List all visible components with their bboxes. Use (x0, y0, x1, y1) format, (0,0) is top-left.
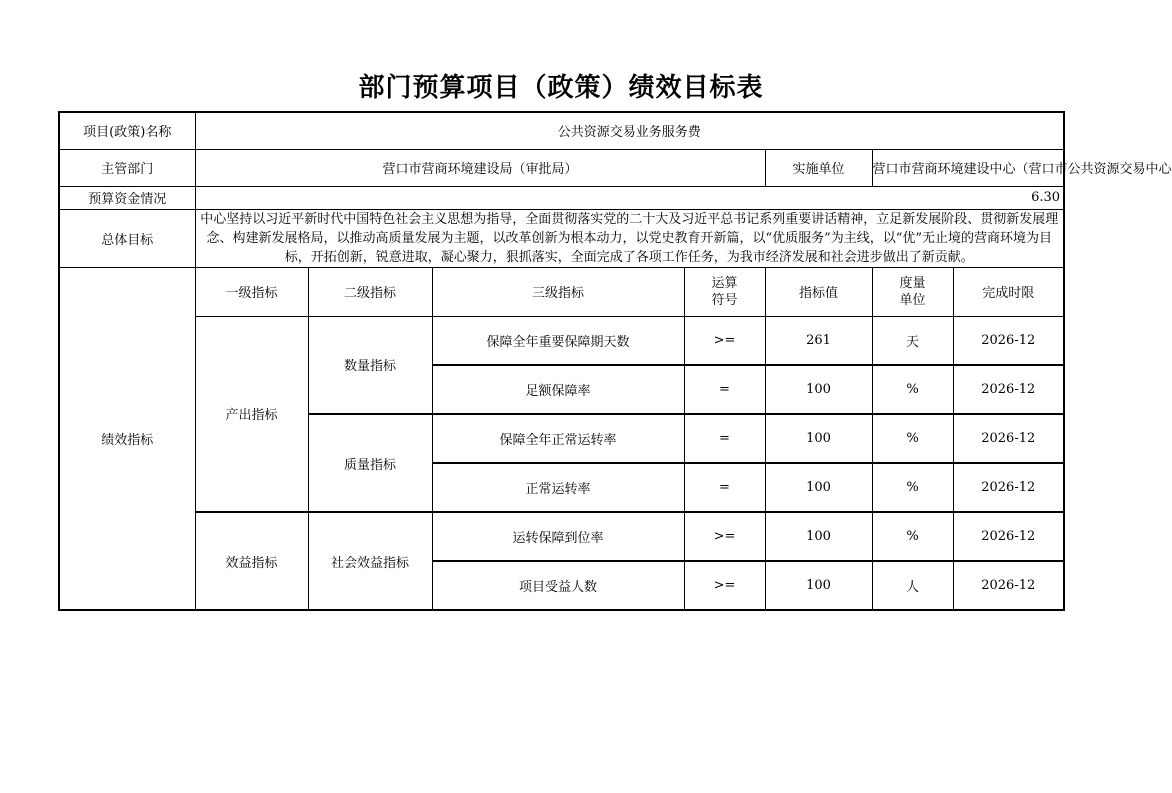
operator-cell: >= (684, 561, 765, 610)
value-cell: 100 (765, 463, 872, 512)
unit-cell: 天 (872, 316, 953, 365)
overall-goal-label: 总体目标 (59, 209, 195, 267)
deadline-cell: 2026-12 (953, 316, 1064, 365)
deadline-cell: 2026-12 (953, 561, 1064, 610)
value-cell: 261 (765, 316, 872, 365)
operator-cell: >= (684, 512, 765, 561)
implementing-unit-label: 实施单位 (765, 149, 872, 186)
value-cell: 100 (765, 414, 872, 463)
level3-cell: 正常运转率 (432, 463, 684, 512)
level2-quality: 质量指标 (308, 414, 432, 512)
overall-goal-row (59, 209, 1064, 267)
project-name-value: 公共资源交易业务服务费 (195, 112, 1064, 149)
operator-cell: = (684, 463, 765, 512)
deadline-cell: 2026-12 (953, 414, 1064, 463)
header-unit (872, 267, 953, 316)
level3-cell: 项目受益人数 (432, 561, 684, 610)
header-value: 指标值 (765, 267, 872, 316)
project-name-row (59, 112, 1064, 149)
operator-cell: = (684, 414, 765, 463)
value-cell: 100 (765, 365, 872, 414)
table-row (59, 316, 1064, 365)
metrics-header-row (59, 267, 1064, 316)
unit-cell: % (872, 414, 953, 463)
value-cell: 100 (765, 561, 872, 610)
level3-cell: 保障全年重要保障期天数 (432, 316, 684, 365)
level1-output: 产出指标 (195, 316, 308, 512)
level3-cell: 运转保障到位率 (432, 512, 684, 561)
unit-cell: 人 (872, 561, 953, 610)
performance-metrics-label: 绩效指标 (59, 267, 195, 610)
level1-benefit: 效益指标 (195, 512, 308, 610)
unit-cell: % (872, 463, 953, 512)
department-label: 主管部门 (59, 149, 195, 186)
header-level2: 二级指标 (308, 267, 432, 316)
deadline-cell: 2026-12 (953, 512, 1064, 561)
operator-cell: >= (684, 316, 765, 365)
project-name-label: 项目(政策)名称 (59, 112, 195, 149)
header-level1: 一级指标 (195, 267, 308, 316)
overall-goal-text: 中心坚持以习近平新时代中国特色社会主义思想为指导，全面贯彻落实党的二十大及习近平总书记系列重要讲话精神，立足新发展阶段、贯彻新发展理念、构建新发展格局，以推动高质量发展为主题，以改革创新为根本动力，以党史教育开新篇，以“优质服务”为主线，以“优”无止境的营商环境为目标，开拓创新，锐意进取，凝心聚力，狠抓落实，全面完成了各项工作任务，为我市经济发展和社会进步做出了新贡献。 (195, 209, 1064, 267)
performance-target-table (58, 111, 1172, 611)
budget-label: 预算资金情况 (59, 186, 195, 209)
department-row (59, 149, 1064, 186)
level3-cell: 保障全年正常运转率 (432, 414, 684, 463)
header-operator-line2: 符号 (711, 292, 738, 308)
header-operator-line1: 运算 (711, 275, 738, 291)
level2-quantity: 数量指标 (308, 316, 432, 414)
header-unit-line2: 单位 (899, 292, 926, 308)
header-level3: 三级指标 (432, 267, 684, 316)
table-row (59, 512, 1064, 561)
value-cell: 100 (765, 512, 872, 561)
header-unit-line1: 度量 (899, 275, 926, 291)
unit-cell: % (872, 365, 953, 414)
page-title: 部门预算项目（政策）绩效目标表 (358, 73, 764, 103)
department-value: 营口市营商环境建设局（审批局） (195, 149, 765, 186)
level3-cell: 足额保障率 (432, 365, 684, 414)
deadline-cell: 2026-12 (953, 463, 1064, 512)
implementing-unit-value: 营口市营商环境建设中心（营口市公共资源交易中心 (872, 149, 1064, 186)
operator-cell: = (684, 365, 765, 414)
header-deadline: 完成时限 (953, 267, 1064, 316)
level2-social-benefit: 社会效益指标 (308, 512, 432, 610)
unit-cell: % (872, 512, 953, 561)
header-operator (684, 267, 765, 316)
budget-row (59, 186, 1064, 209)
deadline-cell: 2026-12 (953, 365, 1064, 414)
budget-value: 6.30 (195, 186, 1064, 209)
